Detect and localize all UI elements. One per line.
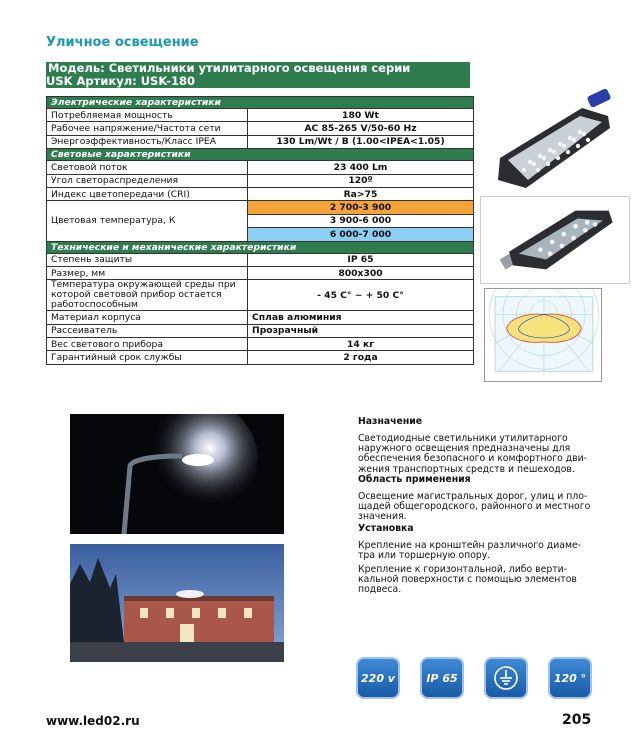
color-temp-cold: 6 000-7 000 [248, 228, 474, 241]
electrical-header: Электрические характеристики [47, 97, 474, 109]
light-header: Световые характеристики [47, 149, 474, 161]
spec-label: Энергоэффективность/Класс IPEA [47, 135, 248, 148]
table-row [47, 187, 474, 200]
light-distribution-diagram [484, 288, 602, 382]
spec-label: Размер, мм [47, 266, 248, 279]
table-row [47, 109, 474, 122]
model-title-line2: USK Артикул: USK-180 [46, 74, 196, 88]
table-row [47, 280, 474, 311]
spec-value: 23 400 Lm [248, 161, 474, 174]
spec-label: Световой поток [47, 161, 248, 174]
table-row [47, 351, 474, 364]
table-row [47, 311, 474, 324]
photo-building-dusk [70, 544, 284, 662]
table-row [47, 324, 474, 337]
install-title: Установка [358, 523, 414, 534]
color-temp-warm: 2 700-3 900 [248, 201, 474, 214]
page-number: 205 [562, 712, 592, 728]
spec-value: 120º [248, 174, 474, 187]
ip-badge: IP 65 [420, 657, 464, 699]
spec-value: 130 Lm/Wt / B (1.00<IPEA<1.05) [248, 135, 474, 148]
table-row [47, 135, 474, 148]
tech-header: Технические и механические характеристики [47, 241, 474, 253]
footer-url[interactable]: www.led02.ru [46, 714, 140, 728]
spec-value: Прозрачный [248, 324, 474, 337]
spec-value: 2 года [248, 351, 474, 364]
install-text-2: Крепление к горизонтальной, либо верти-кальной поверхности с помощью элементов подвеса. [358, 564, 577, 596]
spec-value: 180 Wt [248, 109, 474, 122]
spec-value: IP 65 [248, 253, 474, 266]
section-title: Уличное освещение [46, 35, 199, 50]
spec-label: Угол светораспределения [47, 174, 248, 187]
model-title-line1: Модель: Светильники утилитарного освещения серии [48, 61, 411, 75]
spec-value: 14 кг [248, 338, 474, 351]
install-text-1: Крепление на кронштейн различного диаме-тра или торшерную опору. [358, 540, 582, 562]
table-row [47, 338, 474, 351]
photo-night-lamp [70, 414, 284, 534]
table-row [47, 174, 474, 187]
lamp-image-2 [480, 196, 630, 284]
voltage-badge: 220 v [356, 657, 400, 699]
spec-table [46, 96, 474, 365]
spec-value: Ra>75 [248, 187, 474, 200]
angle-badge: 120 ° [548, 657, 592, 699]
spec-value: - 45 C° ~ + 50 C° [248, 280, 474, 311]
color-temp-label: Цветовая температура, К [47, 201, 248, 241]
area-text: Освещение магистральных дорог, улиц и пло-щадей общегородского, районного и местного значения. [358, 491, 591, 523]
spec-value: Сплав алюминия [248, 311, 474, 324]
spec-value: AC 85-265 V/50-60 Hz [248, 122, 474, 135]
lamp-image-1 [490, 88, 630, 196]
spec-label: Потребляемая мощность [47, 109, 248, 122]
spec-label: Температура окружающей среды при которой световой прибор остается работоспособным [47, 280, 248, 311]
color-temp-neutral: 3 900-6 000 [248, 214, 474, 227]
spec-label: Материал корпуса [47, 311, 248, 324]
ground-badge [484, 657, 528, 699]
table-row [47, 201, 474, 214]
spec-label: Индекс цветопередачи (CRI) [47, 187, 248, 200]
table-row [47, 161, 474, 174]
spec-value: 800x300 [248, 266, 474, 279]
purpose-title: Назначение [358, 416, 423, 427]
spec-label: Вес светового прибора [47, 338, 248, 351]
area-title: Область применения [358, 474, 471, 485]
purpose-text: Светодиодные светильники утилитарного наружного освещения предназначены для обеспечения безопасного и комфортного дви-жения транспортных средств и пешеходов. [358, 433, 588, 475]
spec-label: Степень защиты [47, 253, 248, 266]
table-row [47, 266, 474, 279]
table-row [47, 253, 474, 266]
spec-label: Рабочее напряжение/Частота сети [47, 122, 248, 135]
feature-badges [356, 657, 596, 701]
model-header [46, 62, 470, 88]
spec-label: Гарантийный срок службы [47, 351, 248, 364]
spec-label: Рассеиватель [47, 324, 248, 337]
ground-icon [493, 665, 519, 691]
table-row [47, 122, 474, 135]
